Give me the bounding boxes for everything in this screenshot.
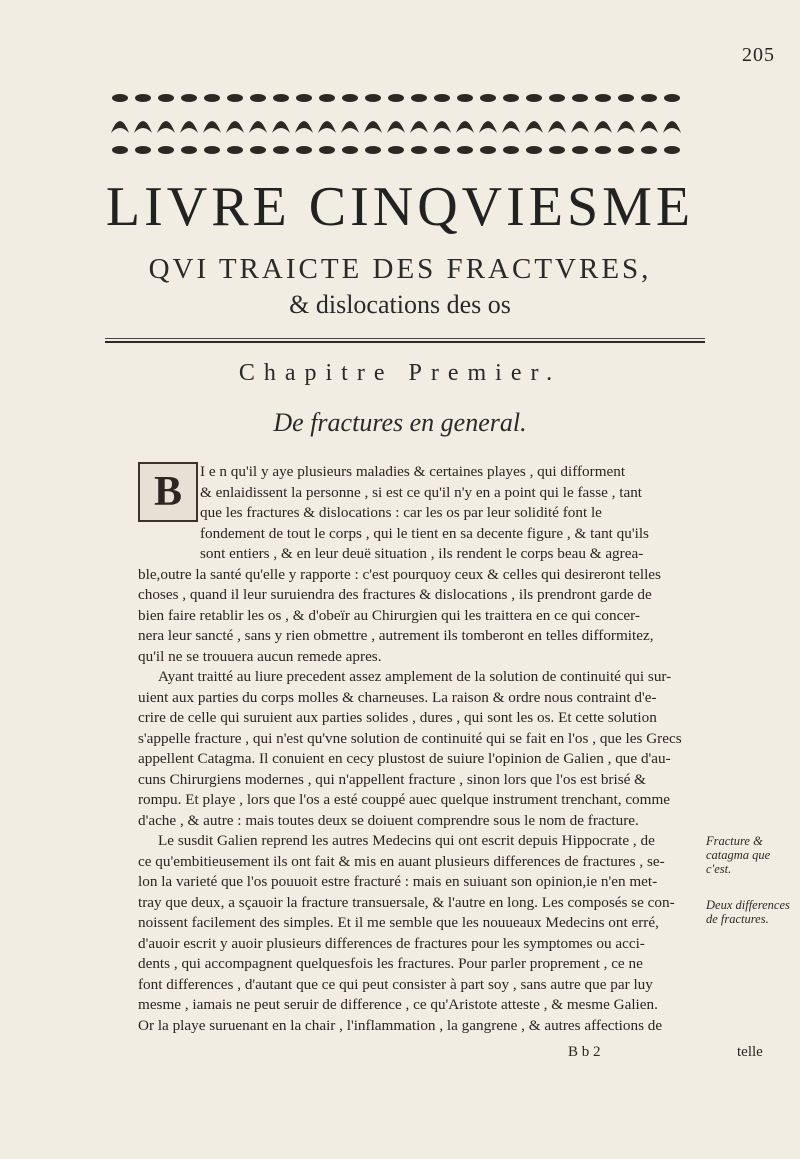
signature-mark: B b 2 — [568, 1044, 601, 1060]
ornament-knot — [181, 146, 197, 154]
ornament-knot — [158, 94, 174, 102]
ornament-knot — [595, 146, 611, 154]
text-line: lon la varieté que l'os pouuoit estre fracturé : mais en suiuant son opinion,ie n'en met- — [138, 873, 658, 890]
ornament-knot — [572, 94, 588, 102]
text-line: mesme , iamais ne peut seruir de difference , ce qu'Aristote atteste , & mesme Galien. — [138, 996, 658, 1013]
book-subtitle: QVI TRAICTE DES FRACTVRES, — [148, 253, 652, 285]
ornament-leaf — [410, 121, 428, 133]
ornament-knot — [664, 94, 680, 102]
ornament-knot — [112, 146, 128, 154]
text-line: & enlaidissent la personne , si est ce qu'il n'y en a point qui le fasse , tant — [200, 483, 643, 501]
ornament-leaf — [364, 121, 382, 133]
ornament-knot — [296, 146, 312, 154]
text-line: qu'il ne se trouuera aucun remede apres. — [138, 647, 382, 665]
ornament-leaf — [203, 121, 221, 133]
ornament-leaf — [548, 121, 566, 133]
dropcap-letter: B — [153, 469, 182, 515]
ornament-knot — [641, 146, 657, 154]
margin-note-fracture: Fracture & catagma que c'est. — [706, 834, 771, 876]
ornament-knot — [273, 94, 289, 102]
body-text — [138, 462, 698, 1036]
ornament-knot — [250, 146, 266, 154]
text-line: que les fractures & dislocations : car les os par leur solidité font le — [200, 504, 602, 521]
ornament-knot — [204, 146, 220, 154]
title-rule-thin — [105, 338, 705, 339]
ornament-knot — [434, 146, 450, 154]
ornament-knot — [135, 146, 151, 154]
ornament-knot — [503, 146, 519, 154]
ornament-leaf — [249, 121, 267, 133]
text-line: fondement de tout le corps , qui le tient en sa decente figure , & tant qu'ils — [200, 524, 649, 542]
ornament-leaf — [479, 121, 497, 133]
text-line: ble,outre la santé qu'elle y rapporte : c'est pourquoy ceux & celles qui desireront telles — [138, 565, 661, 583]
ornament-leaf — [433, 121, 451, 133]
text-line: tray que deux, a sçauoir la fracture transuersale, & l'autre en long. Les composés se con- — [138, 893, 675, 911]
ornament-knot — [411, 94, 427, 102]
ornament-knot — [457, 94, 473, 102]
text-line: noissent facilement des simples. Et il me semble que les nouueaux Medecins ont erré, — [138, 914, 659, 931]
title-rule-thick — [105, 341, 705, 343]
ornament-leaf — [226, 121, 244, 133]
ornament-knot — [250, 94, 266, 102]
ornament-knot — [342, 146, 358, 154]
margin-note-differences: Deux differences de fractures. — [706, 898, 790, 926]
ornament-knot — [112, 94, 128, 102]
ornament-knot — [204, 94, 220, 102]
book-title: LIVRE CINQVIESME — [105, 176, 695, 238]
text-line: bien faire retablir les os , & d'obeïr au Chirurgien qui les traittera en ce qui concer- — [138, 606, 640, 624]
ornament-leaf — [134, 121, 152, 133]
catchword: telle — [737, 1044, 763, 1060]
text-line: Le susdit Galien reprend les autres Medecins qui ont escrit depuis Hippocrate , de — [158, 832, 655, 849]
ornament-leaf — [617, 121, 635, 133]
text-line: sont entiers , & en leur deuë situation , ils rendent le corps beau & agrea- — [200, 545, 644, 562]
text-line: dents , qui accompagnent quelquesfois les fractures. Pour parler proprement , ce ne — [138, 955, 643, 972]
ornament-leaf — [318, 121, 336, 133]
text-line: s'appelle fracture , qui n'est qu'vne solution de continuité qui se fait en l'os , que les Grecs — [138, 729, 682, 747]
ornament-leaf — [663, 121, 681, 133]
ornament-knot — [296, 94, 312, 102]
text-line: I e n qu'il y aye plusieurs maladies & certaines playes , qui difforment — [200, 463, 626, 480]
ornament-leaf — [502, 121, 520, 133]
ornament-leaf — [272, 121, 290, 133]
text-line: Or la playe suruenant en la chair , l'inflammation , la gangrene , & autres affections de — [138, 1016, 663, 1034]
text-line: Ayant traitté au liure precedent assez amplement de la solution de continuité qui sur- — [158, 668, 672, 685]
ornament-knot — [549, 94, 565, 102]
ornament-knot — [664, 146, 680, 154]
ornament-knot — [595, 94, 611, 102]
text-line: uient aux parties du corps molles & charneuses. La raison & ordre nous contraint d'e- — [138, 688, 657, 706]
ornament-leaf — [525, 121, 543, 133]
text-line: font differences , d'autant que ce qui peut consister à part soy , sans autre que par luy — [138, 975, 653, 993]
ornament-knot — [526, 94, 542, 102]
ornament-knot — [365, 94, 381, 102]
ornament-knot — [273, 146, 289, 154]
ornament-knot — [572, 146, 588, 154]
ornament-knot — [618, 146, 634, 154]
ornament-knot — [457, 146, 473, 154]
decorative-headpiece — [110, 90, 685, 160]
ornament-leaf — [571, 121, 589, 133]
ornament-leaf — [180, 121, 198, 133]
ornament-knot — [480, 146, 496, 154]
ornament-leaf — [341, 121, 359, 133]
ornament-leaf — [387, 121, 405, 133]
ornament-knot — [618, 94, 634, 102]
ornament-leaf — [111, 121, 129, 133]
text-line: rompu. Et playe , lors que l'os a esté couppé auec quelque instrument trenchant, comme — [138, 791, 671, 808]
text-line: d'ache , & autre : mais toutes deux se doiuent comprendre sous le nom de fracture. — [138, 811, 639, 829]
ornament-knot — [503, 94, 519, 102]
ornament-knot — [388, 146, 404, 154]
ornament-knot — [319, 94, 335, 102]
ornament-knot — [342, 94, 358, 102]
ornament-leaf — [594, 121, 612, 133]
text-line: nera leur sancté , sans y rien obmettre , autrement ils tomberont en telles difformitez, — [138, 627, 654, 644]
book-subtitle-second-line: & dislocations des os — [289, 290, 511, 319]
ornament-knot — [641, 94, 657, 102]
ornament-knot — [526, 146, 542, 154]
text-line: crire de celle qui suruient aux parties solides , dures , qui sont les os. Et cette solution — [138, 709, 657, 726]
text-line: cuns Chirurgiens modernes , qui n'appellent fracture , sinon lors que l'os est brisé & — [138, 770, 646, 788]
ornament-leaf — [456, 121, 474, 133]
text-line: d'auoir escrit y auoir plusieurs differences de fractures pour les symptomes ou acci- — [138, 934, 645, 952]
ornament-knot — [549, 146, 565, 154]
ornament-knot — [158, 146, 174, 154]
ornament-knot — [227, 94, 243, 102]
ornament-knot — [480, 94, 496, 102]
page-number: 205 — [742, 44, 775, 66]
chapter-subtitle: De fractures en general. — [273, 408, 527, 437]
ornament-leaf — [157, 121, 175, 133]
chapter-heading: Chapitre Premier. — [238, 360, 562, 386]
ornament-leaf — [640, 121, 658, 133]
ornament-knot — [227, 146, 243, 154]
ornament-leaf — [295, 121, 313, 133]
ornament-knot — [181, 94, 197, 102]
ornament-knot — [388, 94, 404, 102]
ornament-knot — [319, 146, 335, 154]
text-line: appellent Catagma. Il conuient en cecy plustost de suiure l'opinion de Galien , que d'au- — [138, 750, 671, 767]
text-line: choses , quand il leur suruiendra des fractures & dislocations , ils prendront garde de — [138, 586, 652, 603]
ornament-knot — [434, 94, 450, 102]
text-line: ce qu'embitieusement ils ont fait & mis en auant plusieurs differences de fractures , se- — [138, 852, 665, 870]
ornament-knot — [365, 146, 381, 154]
ornament-knot — [135, 94, 151, 102]
ornament-knot — [411, 146, 427, 154]
